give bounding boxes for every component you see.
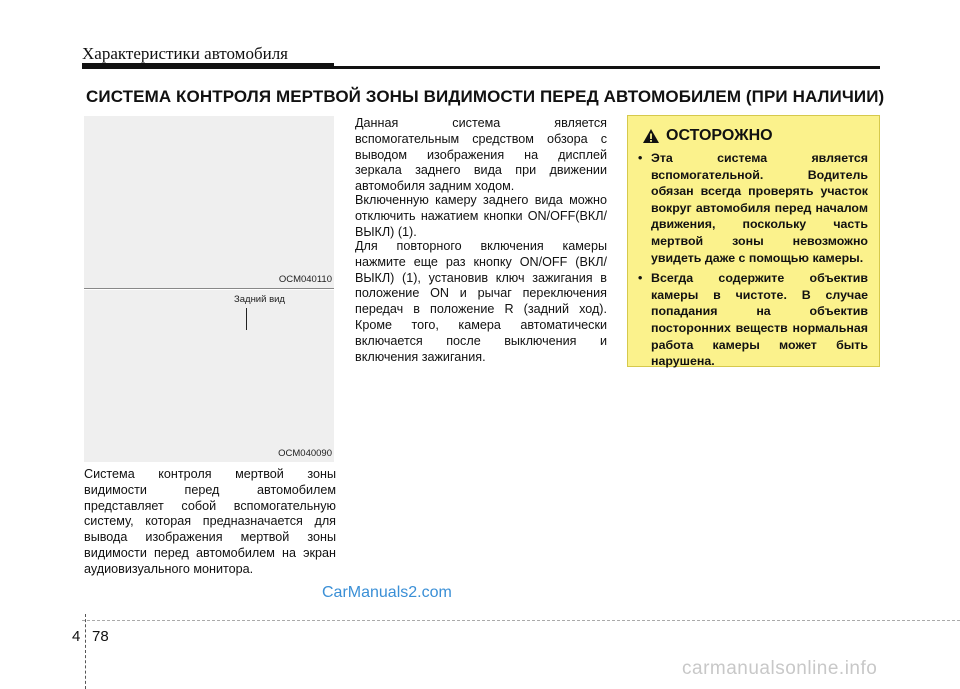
page-number-separator (85, 614, 87, 689)
figure-rear-view (84, 290, 334, 462)
site-watermark[interactable]: CarManuals2.com (322, 584, 452, 601)
header-rule (82, 66, 880, 69)
middle-paragraph-3: Для повторного включения камеры нажмите еще раз кнопку ON/OFF (ВКЛ/ВЫКЛ) (1), установив ключ зажигания в положение ON и рычаг переключения передач в положение R (задний ход). Кроме того, камера автоматически включается после выключения и включения зажигания. (355, 239, 607, 364)
warning-list (636, 150, 868, 374)
footer-rule (82, 620, 960, 622)
figure-divider (84, 288, 334, 289)
figure-camera-button (84, 116, 334, 288)
warning-title: ОСТОРОЖНО (666, 127, 773, 144)
bullet: • (638, 151, 643, 165)
figure-code: OCM040090 (278, 448, 332, 459)
warning-item (636, 270, 868, 370)
bottom-watermark: carmanualsonline.info (682, 658, 878, 679)
warning-item (636, 150, 868, 266)
warning-box (627, 115, 880, 367)
warning-item-text: Всегда содержите объектив камеры в чистоте. В случае попадания на объектив посторонних веществ нормальная работа камеры может быть нарушена. (651, 271, 868, 369)
page-number: 78 (92, 628, 109, 645)
chapter-number: 4 (72, 628, 81, 645)
page-header-title: Характеристики автомобиля (82, 44, 288, 63)
middle-paragraph-2: Включенную камеру заднего вида можно отключить нажатием кнопки ON/OFF(ВКЛ/ВЫКЛ) (1). (355, 193, 607, 239)
left-paragraph: Система контроля мертвой зоны видимости перед автомобилем представляет собой вспомогательную систему, которая предназначается для вывода изображения мертвой зоны видимости перед автомобилем на экран аудиовизуального монитора. (84, 467, 336, 576)
figure-code: OCM040110 (278, 274, 332, 285)
warning-triangle-icon (642, 128, 660, 144)
figure-label: Задний вид (234, 294, 285, 305)
warning-title-row (642, 126, 773, 146)
bullet: • (638, 271, 643, 286)
figure-pointer-line (246, 308, 247, 330)
warning-item-text: Эта система является вспомогательной. Водитель обязан всегда проверять участок вокруг автомобиля перед началом движения, поскольку часть мертвой зоны невозможно увидеть даже с помощью камеры. (651, 151, 868, 265)
section-heading: СИСТЕМА КОНТРОЛЯ МЕРТВОЙ ЗОНЫ ВИДИМОСТИ ПЕРЕД АВТОМОБИЛЕМ (ПРИ НАЛИЧИИ) (86, 87, 885, 106)
middle-paragraph-1: Данная система является вспомогательным средством обзора с выводом изображения на дисплей зеркала заднего вида при движении автомобиля задним ходом. (355, 116, 607, 194)
